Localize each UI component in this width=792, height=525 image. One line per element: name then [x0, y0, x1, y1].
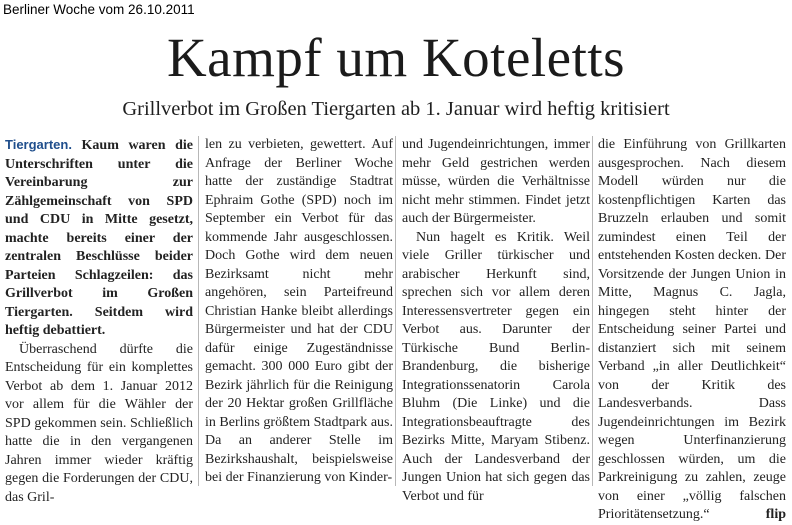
body-paragraph: Überraschend dürfte die Entscheidung für ein komplettes Verbot ab dem 1. Januar 2012 vor allem für die Wähler der SPD gekommen sein. Schließlich hatte die in den vergangenen Jahren immer wieder kräftig gegen die Forderungen der CDU, das Gril-	[5, 341, 193, 505]
body-text: die Einführung von Grillkarten ausgesprochen. Nach diesem Modell würden nur die kostenpflichtigen Karten das Bruzzeln erlauben und somit zumindest einen Teil der entstehenden Kosten decken. Der Vorsitzende der Jungen Union in Mitte, Magnus C. Jagla, hingegen steht hinter der Entscheidung seiner Partei und distanziert sich mit seinem Verband „in aller Deutlichkeit“ von der Kritik des Landesverbands. Dass Jugendeinrichtungen im Bezirk wegen Unterfinanzierung geschlossen würden, um die Parkreinigung zu zahlen, zeuge von einer „völlig falschen Prioritätensetzung.“	[598, 137, 786, 522]
headline: Kampf um Koteletts	[166, 27, 626, 88]
body-paragraph: Nun hagelt es Kritik. Weil viele Griller türkischer und arabischer Herkunft sind, sprechen sich vor allem deren Interessensvertreter gegen ein Verbot aus. Darunter der Türkische Bund Berlin-Brandenburg, die bisherige Integrationssenatorin Carola Bluhm (Die Linke) und die Integrationsbeauftragte des Bezirks Mitte, Maryam Stibenz. Auch der Landesverband der Jungen Union hat sich gegen das Verbot und für	[402, 229, 590, 504]
article-column-3	[402, 136, 590, 506]
column-divider	[592, 136, 593, 486]
body-paragraph: len zu verbieten, gewettert. Auf Anfrage der Berliner Woche hatte der zuständige Stadtrat Ephraim Gothe (SPD) noch im September ein Verbot für das kommende Jahr ausgeschlossen. Doch Gothe wird dem neuen Bezirksamt nicht mehr angehören, sein Parteifreund Christian Hanke bleibt allerdings Bürgermeister und hat der CDU dafür einige Zugeständnisse gemacht. 300 000 Euro gibt der Bezirk jährlich für die Reinigung der 20 Hektar großen Grillfläche in Berlins größtem Stadtpark aus. Da an anderer Stelle im Bezirkshaushalt, beispielsweise bei der Finanzierung von Kinder-	[205, 137, 393, 485]
lead-paragraph	[5, 136, 193, 341]
column-divider	[198, 136, 199, 486]
lead-text: Kaum waren die Unterschriften unter die Vereinbarung zur Zählgemeinschaft von SPD und CDU in Mitte gesetzt, machte bereits einer der zentralen Beschlüsse beider Parteien Schlagzeilen: das Grillverbot im Großen Tiergarten. Seitdem wird heftig debattiert.	[5, 138, 193, 338]
column-divider	[395, 136, 396, 486]
subheadline: Grillverbot im Großen Tiergarten ab 1. Januar wird heftig kritisiert	[122, 98, 670, 120]
article-column-4	[598, 136, 786, 525]
lead-place: Tiergarten.	[5, 137, 72, 152]
body-paragraph	[598, 136, 786, 525]
body-paragraph: und Jugendeinrichtungen, immer mehr Geld gestrichen werden müsse, würden die Verhältnisse nicht mehr stimmen. Findet jetzt auch der Bürgermeister.	[402, 137, 590, 226]
source-line: Berliner Woche vom 26.10.2011	[3, 2, 195, 17]
article-column-1	[5, 136, 193, 507]
author-signature: flip	[765, 507, 786, 522]
article-column-2	[205, 136, 393, 488]
